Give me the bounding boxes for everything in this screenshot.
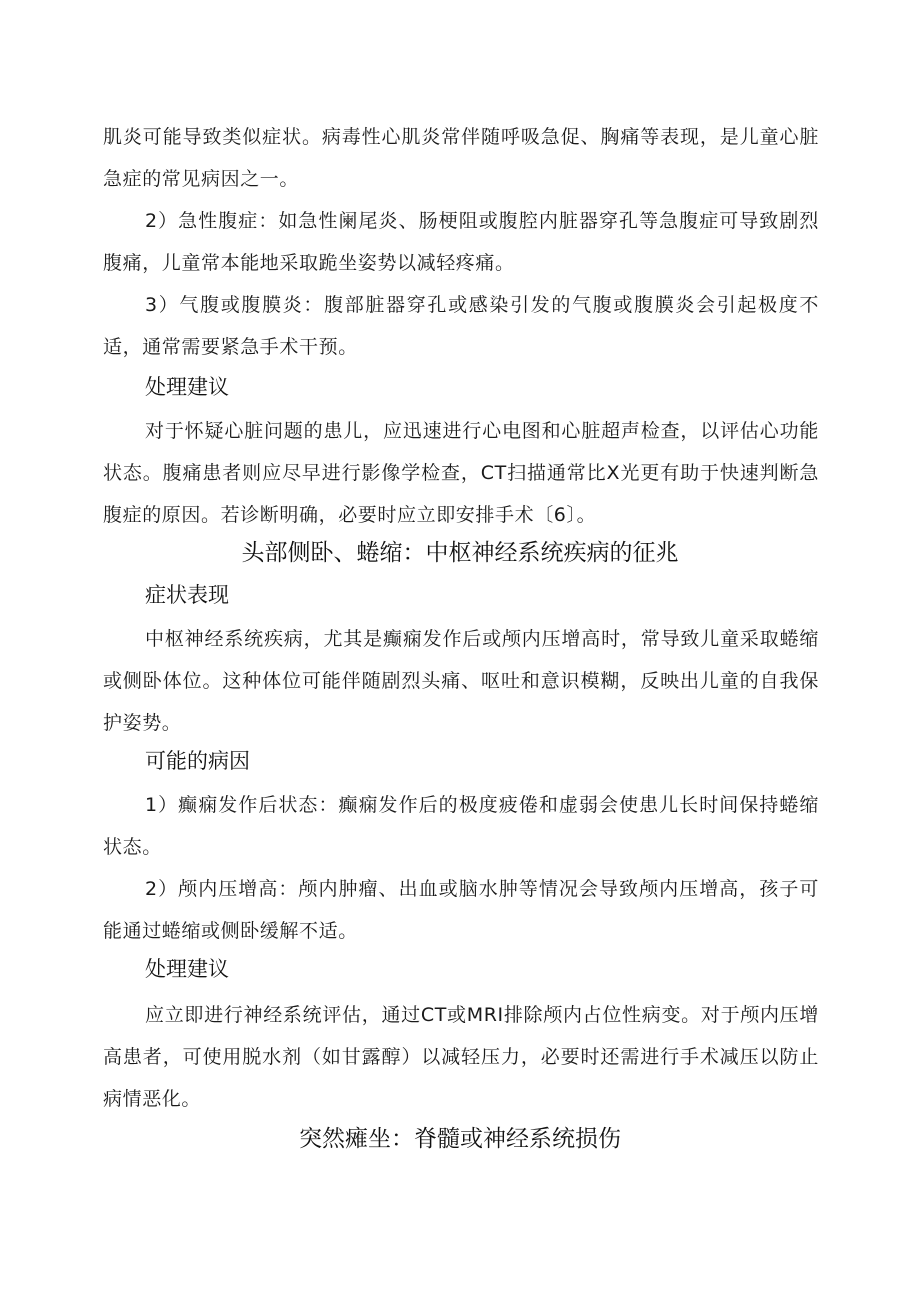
cns-cause-item-2: 2）颅内压增高：颅内肿瘤、出血或脑水肿等情况会导致颅内压增高，孩子可能通过蜷缩或侧卧缓解不适。 [103,878,819,942]
symptoms-paragraph: 中枢神经系统疾病，尤其是癫痫发作后或颅内压增高时，常导致儿童采取蜷缩或侧卧体位。这种体位可能伴随剧烈头痛、呕吐和意识模糊，反映出儿童的自我保护姿势。 [103,628,819,734]
heading-treatment-2: 处理建议 [145,957,229,981]
section-title-cns: 头部侧卧、蜷缩：中枢神经系统疾病的征兆 [241,540,679,566]
cause-item-3: 3）气腹或腹膜炎：腹部脏器穿孔或感染引发的气腹或腹膜炎会引起极度不适，通常需要紧急手术干预。 [103,294,819,358]
treatment-paragraph-2: 应立即进行神经系统评估，通过CT或MRI排除颅内占位性病变。对于颅内压增高患者，可使用脱水剂（如甘露醇）以减轻压力，必要时还需进行手术减压以防止病情恶化。 [103,1004,819,1110]
treatment-paragraph-1: 对于怀疑心脏问题的患儿，应迅速进行心电图和心脏超声检查，以评估心功能状态。腹痛患者则应尽早进行影像学检查，CT扫描通常比X光更有助于快速判断急腹症的原因。若诊断明确，必要时应立即安排手术〔6〕。 [103,420,819,526]
intro-paragraph: 肌炎可能导致类似症状。病毒性心肌炎常伴随呼吸急促、胸痛等表现，是儿童心脏急症的常见病因之一。 [103,126,819,190]
heading-symptoms: 症状表现 [145,583,229,607]
heading-treatment-1: 处理建议 [145,375,229,399]
section-title-spinal: 突然瘫坐：脊髓或神经系统损伤 [299,1126,621,1152]
heading-causes: 可能的病因 [145,749,250,773]
cns-cause-item-1: 1）癫痫发作后状态：癫痫发作后的极度疲倦和虚弱会使患儿长时间保持蜷缩状态。 [103,794,819,858]
cause-item-2: 2）急性腹症：如急性阑尾炎、肠梗阻或腹腔内脏器穿孔等急腹症可导致剧烈腹痛，儿童常本能地采取跪坐姿势以减轻疼痛。 [103,210,819,274]
